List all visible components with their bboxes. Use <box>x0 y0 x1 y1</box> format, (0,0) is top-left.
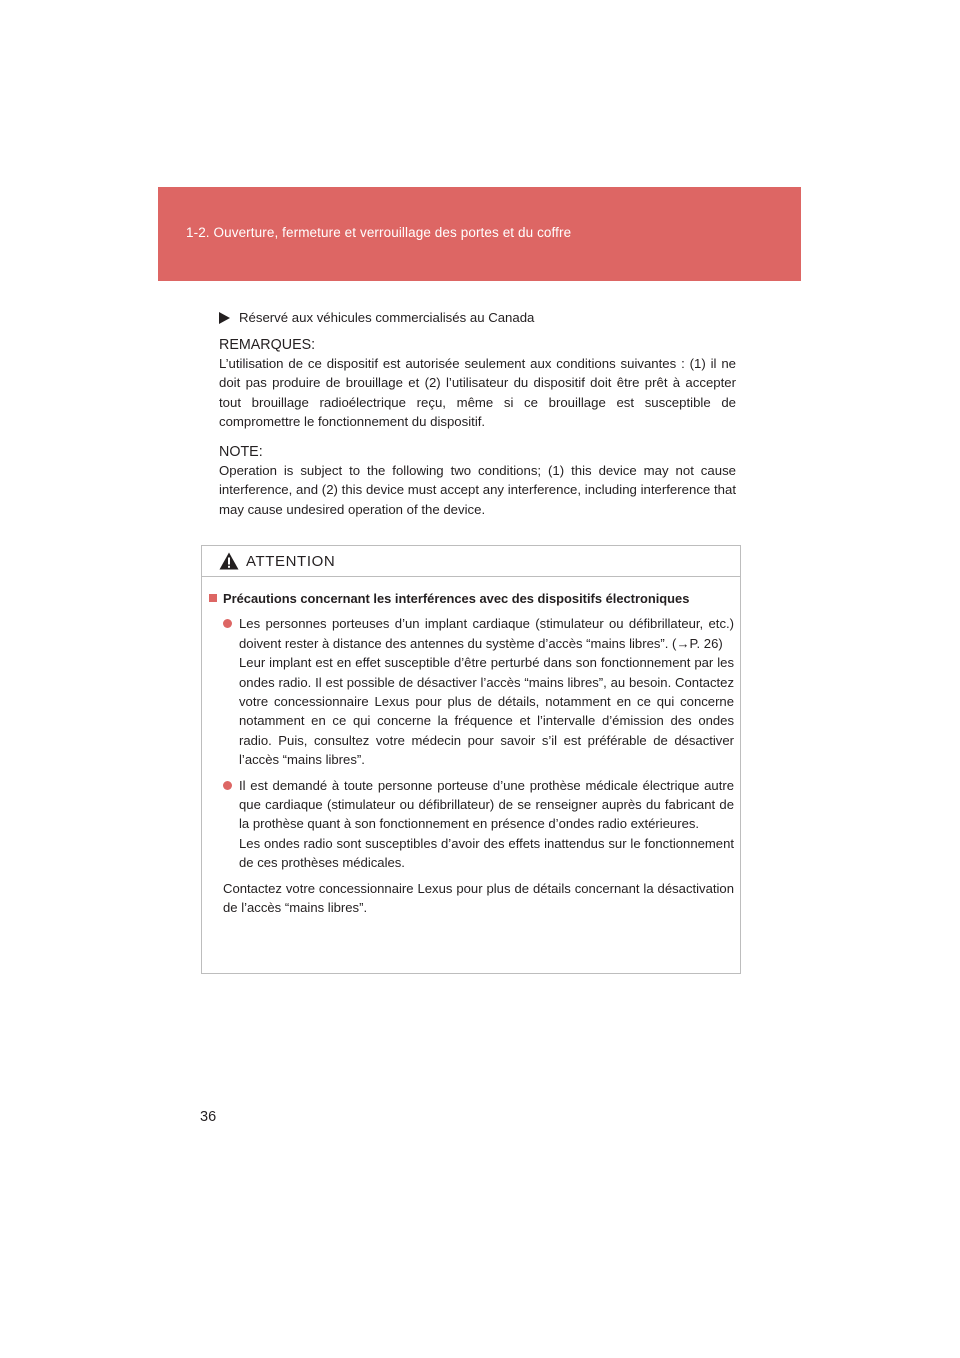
precautions-subheading <box>209 589 734 608</box>
section-title: 1-2. Ouverture, fermeture et verrouillage des portes et du coffre <box>186 225 572 240</box>
closing-text: Contactez votre concessionnaire Lexus pour plus de détails concernant la désactivation de l’accès “mains libres”. <box>223 880 734 916</box>
attention-title: ATTENTION <box>246 552 336 570</box>
note-text: Operation is subject to the following two conditions; (1) this device may not cause interference, and (2) this device must accept any interference, including interference that may cause undesired operation of the device. <box>219 462 736 517</box>
list-item <box>223 614 734 769</box>
subheading-text: Réservé aux véhicules commercialisés au Canada <box>239 310 535 325</box>
remarques-label: REMARQUES: <box>219 336 316 353</box>
remarques-text: L’utilisation de ce dispositif est autorisée seulement aux conditions suivantes : (1) il ne doit pas produire de brouillage et (2) l’utilisateur du dispositif doit être prêt à accepter tout brouillage radioélectrique reçu, même si ce brouillage est susceptible de compromettre le fonctionnement du dispositif. <box>219 355 736 429</box>
attention-box <box>201 545 741 974</box>
arrow-right-icon <box>219 312 230 324</box>
bullet-paragraph: Les personnes porteuses d’un implant cardiaque (stimulateur ou défibrillateur, etc.) doivent rester à distance des antennes du système d’accès “mains libres”. (→P. 26) <box>239 616 734 651</box>
canada-subheading <box>219 308 736 328</box>
round-bullet-icon <box>223 619 232 628</box>
round-bullet-icon <box>223 781 232 790</box>
attention-header <box>202 546 740 577</box>
warning-triangle-icon <box>219 552 239 570</box>
intro-content <box>219 308 736 530</box>
page-number: 36 <box>200 1109 217 1125</box>
bullet-paragraph: Leur implant est en effet susceptible d’être perturbé dans son fonctionnement par les ondes radio. Il est possible de désactiver l’accès “mains libres”, au besoin. Contactez votre concessionnaire Lexus pour plus de détails, notamment en ce qui concerne notamment en ce qui concerne la fréquence et l’intervalle d’émission des ondes radio. Puis, consultez votre médecin pour savoir s’il est préférable de désactiver l’accès “mains libres”. <box>239 655 734 768</box>
bullet-paragraph: Il est demandé à toute personne porteuse d’une prothèse médicale électrique autre que cardiaque (stimulateur ou défibrillateur) de se renseigner auprès du fabricant de la prothèse quant à son fonctionnement en présence d’ondes radio extérieures. <box>239 777 734 832</box>
list-item <box>223 776 734 873</box>
attention-body <box>202 577 740 918</box>
section-header-band <box>158 187 801 281</box>
note-label: NOTE: <box>219 443 263 460</box>
square-bullet-icon <box>209 594 217 602</box>
precautions-subheading-text: Précautions concernant les interférences avec des dispositifs électroniques <box>223 591 690 606</box>
bullet-paragraph: Les ondes radio sont susceptibles d’avoir des effets inattendus sur le fonctionnement de ces prothèses médicales. <box>239 835 734 871</box>
